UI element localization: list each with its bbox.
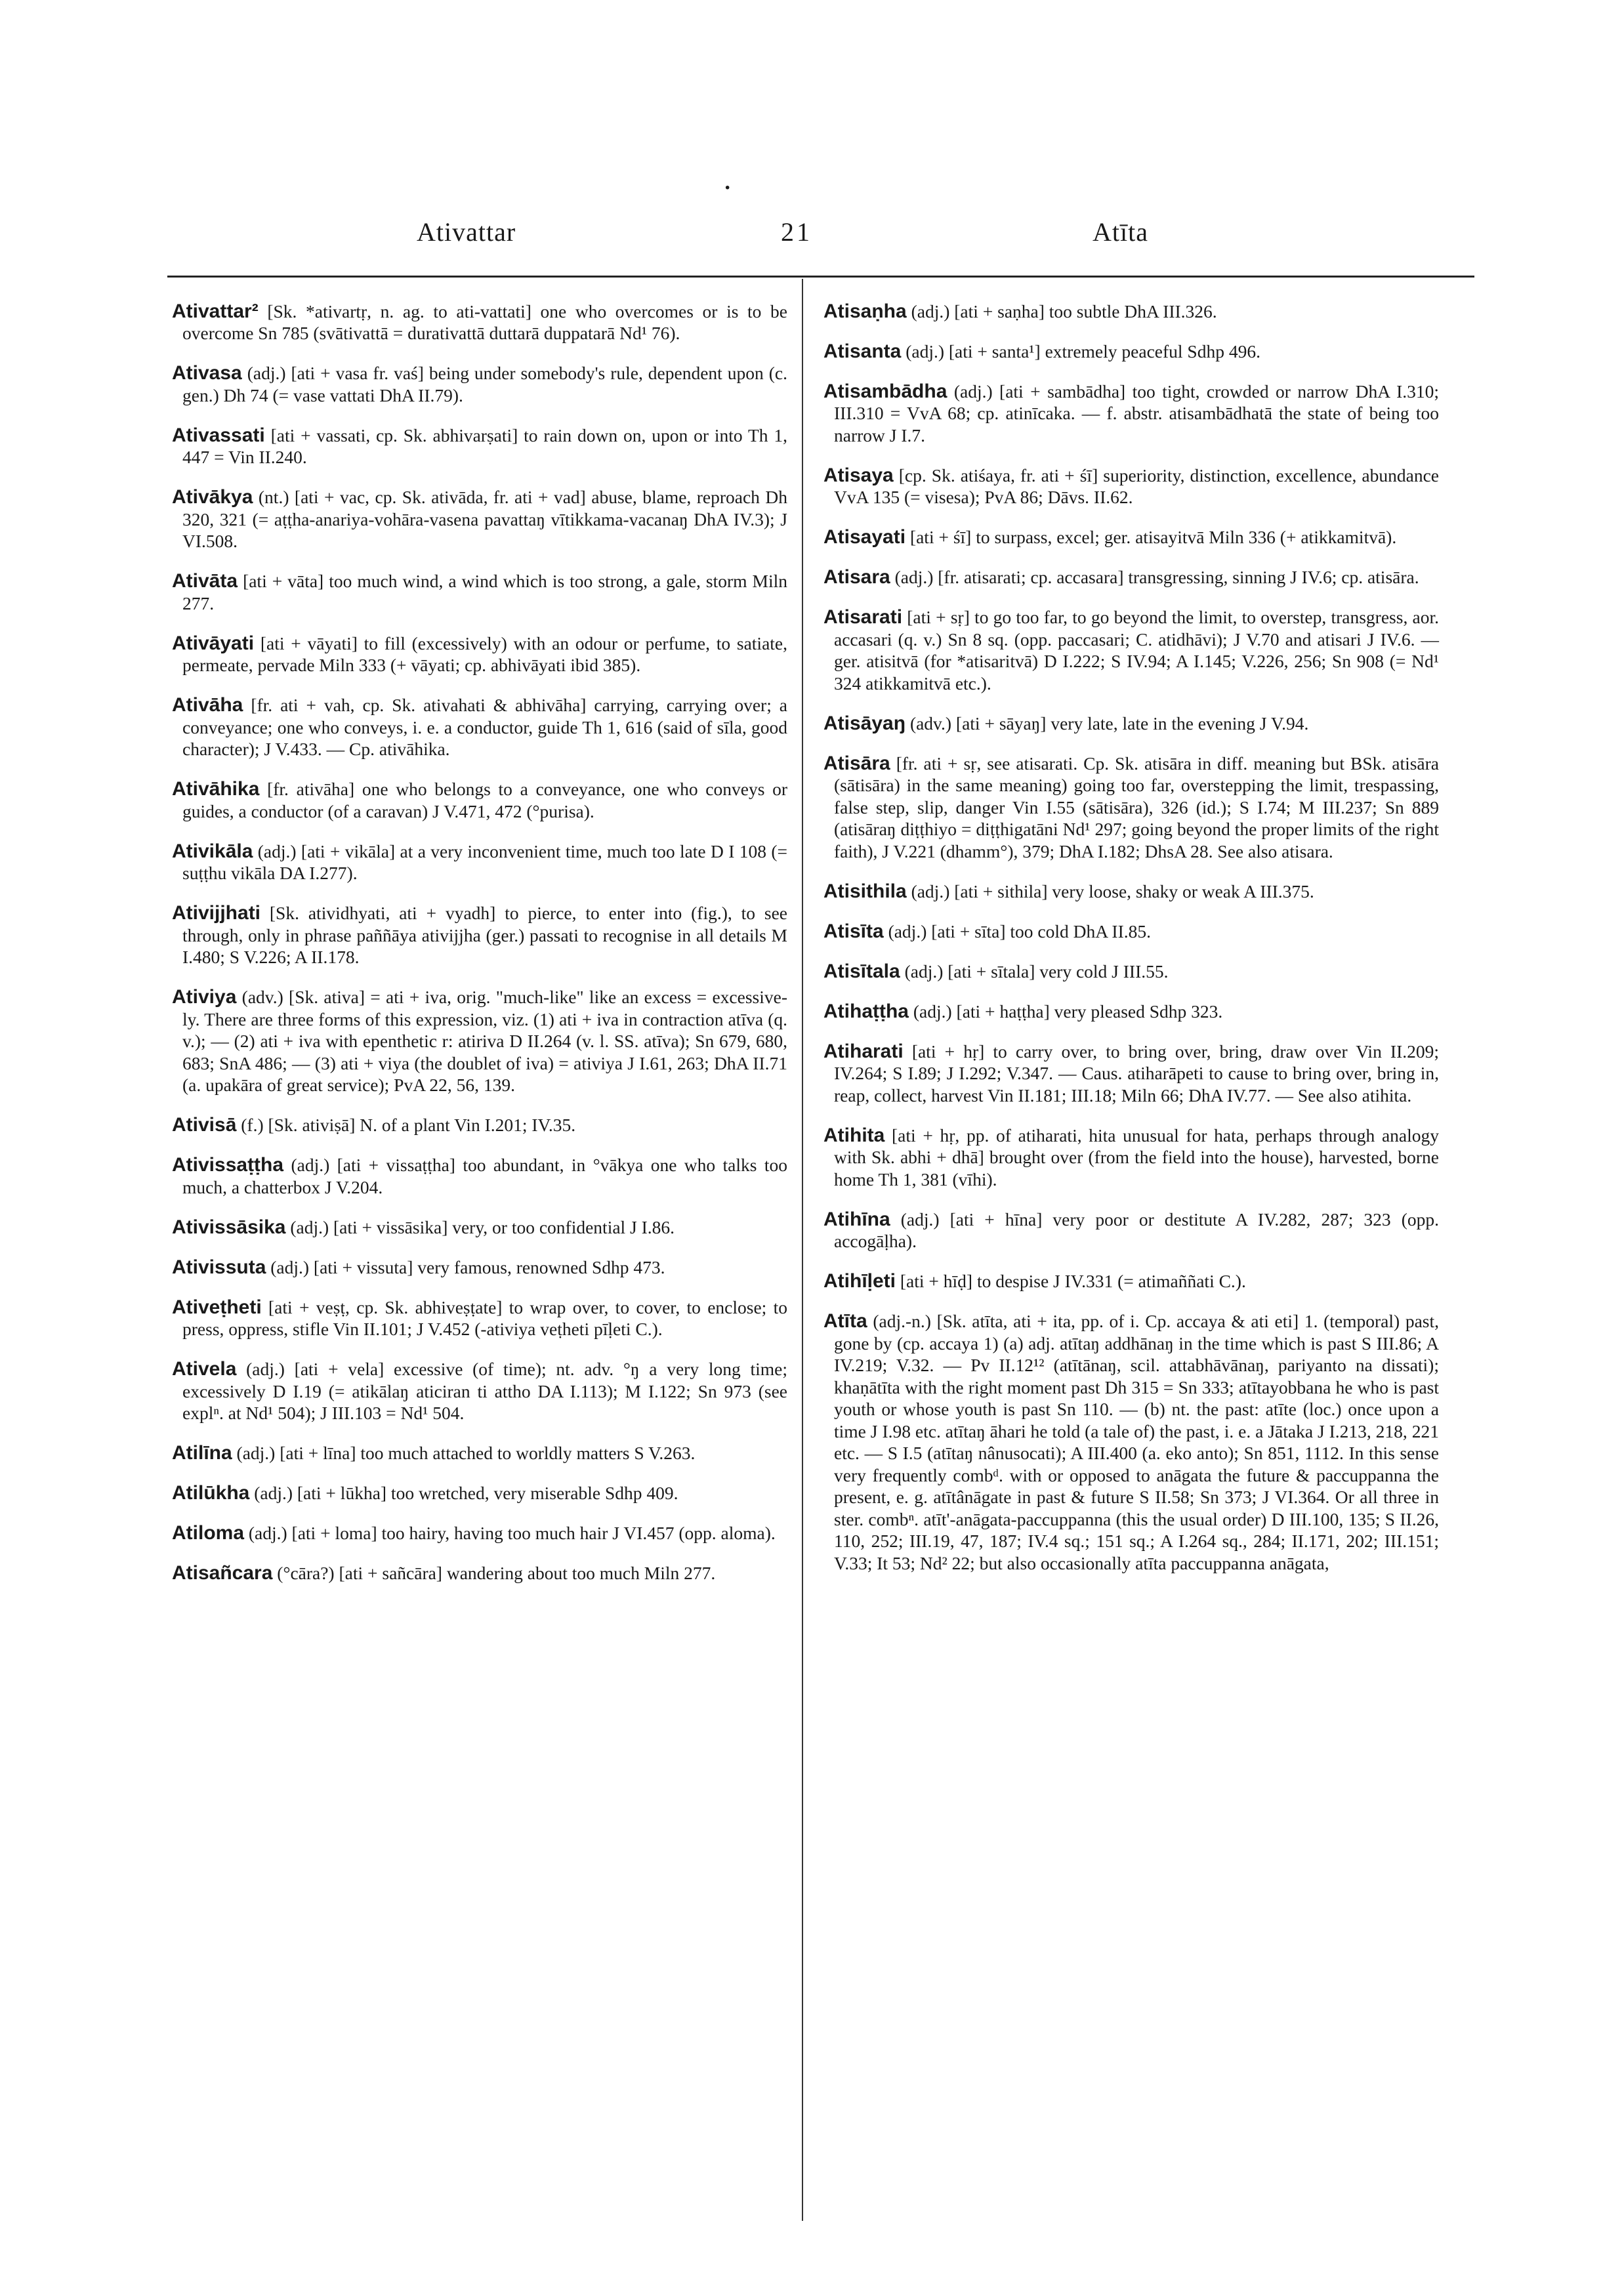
headword: Ativāhika: [172, 778, 260, 800]
dictionary-entry: [172, 1296, 787, 1340]
headword: Atīta: [823, 1310, 867, 1332]
stray-mark: ·: [724, 176, 732, 200]
entry-body: [ati + veṣṭ, cp. Sk. abhiveṣṭate] to wrap over, to cover, to enclose; to press, oppress, stifle Vin II.101; J V.452 (-ativiya veṭheti pīḷeti C.).: [182, 1296, 788, 1339]
dictionary-entry: [823, 1001, 1439, 1023]
headword: Atihita: [823, 1124, 885, 1146]
guide-word-left: Ativattar: [417, 217, 516, 247]
headword: Ativissuta: [172, 1256, 266, 1278]
entry-body: (adj.) [ati + haṭṭha] very pleased Sdhp 323.: [913, 1001, 1223, 1022]
entry-body: (adj.) [ati + vasa fr. vaś] being under somebody's rule, dependent upon (c. gen.) Dh 74 (= vase vattati DhA II.79).: [182, 363, 787, 405]
headword: Ativattar²: [172, 300, 259, 322]
entry-body: (adj.) [ati + vissāsika] very, or too confidential J I.86.: [290, 1216, 675, 1237]
entry-body: [ati + hīḍ] to despise J IV.331 (= atimaññati C.).: [900, 1271, 1246, 1291]
entry-body: [fr. ati + sṛ, see atisarati. Cp. Sk. atisāra in diff. meaning but BSk. atisāra (sātisāra) in the same meaning) going too far, overstepping the limit, trespassing, false step, slip, danger Vin I.55 (sātisāra), 326 (id.); S I.74; M III.237; Sn 889 (atisāraŋ diṭṭhiyo = diṭṭhigatāni Nd¹ 297; going beyond the proper limits of the right faith), J V.221 (dhamm°), 379; DhA I.182; DhsA 28. See also atisara.: [834, 753, 1439, 861]
headword: Ativisā: [172, 1114, 237, 1136]
entry-body: (adj.) [ati + saṇha] too subtle DhA III.326.: [911, 300, 1217, 321]
entry-body: (adj.-n.) [Sk. atīta, ati + ita, pp. of i. Cp. accaya & ati eti] 1. (temporal) past, gone by (cp. accaya 1) (a) adj. atītaŋ addhānaŋ in the time which is past S III.86; A IV.219; V.32. — Pv II.12¹² (atītānaŋ, scil. attabhāvānaŋ, pariyanto na dissati); khaṇātīta with the right moment past Dh 315 = Sn 333; atītayobbana he who is past youth or whose youth is past Sn 110. — (b) nt. the past: atīte (loc.) once upon a time J I.98 etc. atītaŋ āhari he told (a tale of) the past, i. e. a Jātaka J I.213, 218, 221 etc. — S I.5 (atītaŋ nânusocati); A III.400 (a. eko anto); Sn 851, 1112. In this sense very frequently combᵈ. with or opposed to anāgata the future & paccuppanna the present, e. g. atītânāgate in past & future S II.58; Sn 373; J VI.364. Or all three in ster. combⁿ. atīt'-anāgata-paccuppanna (this the usual order) D III.100, 135; S II.26, 110, 252; III.19, 47, 187; IV.4 sq.; 151 sq.; A I.264 sq., 284; II.171, 202; III.151; V.33; It 53; Nd² 22; but also occasionally atīta paccuppanna anāgata,: [834, 1311, 1440, 1573]
entry-body: [fr. ativāha] one who belongs to a conveyance, one who conveys or guides, a conductor (of a caravan) J V.471, 472 (°purisa).: [182, 779, 788, 821]
dictionary-entry: [172, 1154, 787, 1198]
entry-body: (adj.) [ati + loma] too hairy, having too much hair J VI.457 (opp. aloma).: [248, 1523, 776, 1543]
entry-body: (adj.) [ati + vikāla] at a very inconvenient time, much too late D I 108 (= suṭṭhu vikāla DA I.277).: [182, 840, 788, 883]
entry-body: [ati + vāyati] to fill (excessively) with an odour or perfume, to satiate, permeate, pervade Miln 333 (+ vāyati; cp. abhivāyati ibid 385).: [182, 632, 788, 675]
dictionary-entry: [823, 880, 1439, 903]
headword: Ativasa: [172, 362, 242, 384]
entry-body: (adj.) [ati + sambādha] too tight, crowded or narrow DhA I.310; III.310 = VvA 68; cp. atinīcaka. — f. abstr. atisambādhatā the state of being too narrow J I.7.: [834, 381, 1439, 445]
dictionary-entry: [172, 362, 787, 406]
headword: Atisaya: [823, 464, 894, 486]
left-column: [172, 282, 787, 1598]
entry-body: [ati + sṛ] to go too far, to go beyond the limit, to overstep, transgress, aor. accasari (q. v.) Sn 8 sq. (opp. paccasari; C. atidhāvi); J V.70 and atisari J IV.6. — ger. atisitvā (for *atisaritvā) D I.222; S IV.94; A I.145; V.226, 256; Sn 908 (= Nd¹ 324 atikkamitvā etc.).: [834, 607, 1440, 693]
headword: Atisayati: [823, 526, 906, 548]
entry-body: (nt.) [ati + vac, cp. Sk. ativāda, fr. ati + vad] abuse, blame, reproach Dh 320, 321 (= aṭṭha-anariya-vohāra-vasena pavattaŋ vītikkama-vacanaŋ DhA IV.3); J VI.508.: [182, 487, 787, 551]
headword: Atihaṭṭha: [823, 1000, 909, 1022]
entry-body: (adj.) [ati + lūkha] too wretched, very miserable Sdhp 409.: [254, 1483, 678, 1503]
entry-body: [cp. Sk. atiśaya, fr. ati + śī] superiority, distinction, excellence, abundance VvA 135 (= visesa); PvA 86; Dāvs. II.62.: [834, 465, 1440, 507]
headword: Ativāyati: [172, 632, 255, 654]
entry-body: (adj.) [ati + līna] too much attached to worldly matters S V.263.: [236, 1443, 696, 1463]
entry-body: [Sk. *ativartṛ, n. ag. to ati-vattati] one who overcomes or is to be overcome Sn 785 (svātivattā = durativattā duttarā duppatarā Nd¹ 76).: [182, 300, 787, 343]
dictionary-entry: [172, 1442, 787, 1464]
headword: Atiloma: [172, 1522, 245, 1544]
headword: Atisīta: [823, 920, 884, 942]
entry-body: [ati + vassati, cp. Sk. abhivarṣati] to rain down on, upon or into Th 1, 447 = Vin II.240.: [182, 424, 787, 467]
headword: Ativikāla: [172, 840, 253, 862]
dictionary-entry: [172, 1216, 787, 1239]
headword: Ativissaṭṭha: [172, 1154, 284, 1176]
headword: Atiharati: [823, 1040, 904, 1062]
dictionary-entry: [823, 753, 1439, 863]
headword: Atihīna: [823, 1208, 890, 1230]
headword: Atisāra: [823, 752, 890, 774]
entry-body: (adj.) [ati + vissaṭṭha] too abundant, in °vākya one who talks too much, a chatterbox J V.204.: [182, 1155, 787, 1197]
dictionary-entry: [172, 986, 787, 1096]
header-rule: [167, 276, 1474, 278]
entry-body: (adj.) [ati + sītala] very cold J III.55.: [904, 961, 1169, 982]
headword: Atisarati: [823, 606, 903, 628]
dictionary-entry: [172, 300, 787, 344]
dictionary-entry: [823, 1125, 1439, 1191]
dictionary-entry: [823, 566, 1439, 589]
dictionary-entry: [823, 1041, 1439, 1107]
headword: Atisītala: [823, 960, 900, 982]
entry-body: [ati + vāta] too much wind, a wind which is too strong, a gale, storm Miln 277.: [182, 571, 788, 613]
page-number: 21: [781, 217, 812, 247]
dictionary-entry: [172, 424, 787, 468]
dictionary-entry: [823, 381, 1439, 447]
headword: Atisara: [823, 566, 890, 588]
headword: Atisanta: [823, 340, 902, 362]
headword: Atihīḷeti: [823, 1270, 896, 1292]
dictionary-entry: [823, 1270, 1439, 1292]
guide-word-right: Atīta: [1093, 217, 1148, 247]
entry-body: (adj.) [fr. atisarati; cp. accasara] transgressing, sinning J IV.6; cp. atisāra.: [894, 567, 1419, 587]
dictionary-entry: [172, 1482, 787, 1504]
headword: Atilūkha: [172, 1482, 250, 1504]
dictionary-entry: [172, 1114, 787, 1136]
entry-body: (adv.) [ati + sāyaŋ] very late, late in the evening J V.94.: [909, 713, 1309, 734]
headword: Atilīna: [172, 1442, 232, 1464]
headword: Ativela: [172, 1358, 237, 1380]
headword: Ativāta: [172, 570, 238, 592]
headword: Atisāyaŋ: [823, 712, 906, 734]
dictionary-entry: [172, 632, 787, 676]
dictionary-entry: [823, 465, 1439, 508]
entry-body: [fr. ati + vah, cp. Sk. ativahati & abhivāha] carrying, carrying over; a conveyance; one who conveys, i. e. a conductor, guide Th 1, 616 (said of sīla, good character); J V.433. — Cp. ativāhika.: [182, 695, 787, 759]
dictionary-entry: [172, 1562, 787, 1584]
entry-body: (adj.) [ati + santa¹] extremely peaceful Sdhp 496.: [906, 341, 1260, 362]
dictionary-entry: [823, 606, 1439, 694]
entry-body: (f.) [Sk. ativiṣā] N. of a plant Vin I.201; IV.35.: [241, 1115, 576, 1135]
entry-body: (°cāra?) [ati + sañcāra] wandering about too much Miln 277.: [277, 1563, 716, 1583]
dictionary-entry: [823, 526, 1439, 548]
dictionary-entry: [172, 486, 787, 552]
entry-body: (adj.) [ati + sithila] very loose, shaky or weak A III.375.: [911, 880, 1314, 901]
headword: Ativissāsika: [172, 1216, 286, 1238]
entry-body: (adj.) [ati + vissuta] very famous, renowned Sdhp 473.: [270, 1256, 665, 1277]
dictionary-entry: [172, 902, 787, 968]
headword: Ativeṭheti: [172, 1296, 262, 1318]
dictionary-entry: [172, 694, 787, 760]
entry-body: (adj.) [ati + sīta] too cold DhA II.85.: [888, 920, 1151, 941]
headword: Ativassati: [172, 424, 265, 446]
entry-body: (adj.) [ati + hīna] very poor or destitute A IV.282, 287; 323 (opp. accogāḷha).: [834, 1209, 1439, 1251]
entry-body: [ati + śī] to surpass, excel; ger. atisayitvā Miln 336 (+ atikkamitvā).: [909, 527, 1397, 547]
entry-body: [Sk. atividhyati, ati + vyadh] to pierce, to enter into (fig.), to see through, only in phrase paññāya ativijjha (ger.) passati to recognise in all details M I.480; S V.226; A II.178.: [182, 903, 787, 967]
dictionary-entry: [172, 570, 787, 614]
entry-body: [ati + hṛ, pp. of atiharati, hita unusual for hata, perhaps through analogy with Sk. abhi + dhā] brought over (from the field into the house), harvested, borne home Th 1, 381 (vīhi).: [834, 1125, 1439, 1189]
dictionary-entry: [172, 1256, 787, 1279]
entry-body: [ati + hṛ] to carry over, to bring over, bring, draw over Vin II.209; IV.264; S I.89; J I.292; V.347. — Caus. atiharāpeti to cause to bring over, bring in, reap, collect, harvest Vin II.181; III.18; Miln 66; DhA IV.77. — See also atihita.: [834, 1041, 1440, 1106]
headword: Atisithila: [823, 880, 907, 902]
dictionary-entry: [172, 1358, 787, 1424]
dictionary-entry: [823, 961, 1439, 983]
headword: Atisañcara: [172, 1562, 273, 1584]
dictionary-entry: [823, 1209, 1439, 1252]
headword: Ativākya: [172, 486, 253, 508]
dictionary-entry: [823, 341, 1439, 363]
headword: Ativāha: [172, 694, 243, 716]
headword: Atisambādha: [823, 380, 947, 402]
dictionary-entry: [172, 1522, 787, 1544]
entry-body: (adv.) [Sk. ativa] = ati + iva, orig. "much-like" like an excess = excessive-ly. There are three forms of this expression, viz. (1) ati + iva in contraction atīva (q. v.); — (2) ati + iva with epenthetic r: atiriva D II.264 (v. l. SS. atīva); Sn 679, 680, 683; SnA 486; — (3) ati + viya (the doublet of iva) = ativiya J I.61, 263; DhA II.71 (a. upakāra of great service); PvA 22, 56, 139.: [182, 987, 787, 1095]
headword: Ativiya: [172, 986, 237, 1008]
dictionary-entry: [172, 778, 787, 822]
dictionary-entry: [172, 840, 787, 884]
column-divider: [802, 279, 803, 2221]
dictionary-entry: [823, 1310, 1439, 1574]
headword: Atisaṇha: [823, 300, 907, 322]
entry-body: (adj.) [ati + vela] excessive (of time); nt. adv. °ŋ a very long time; excessively D I.19 (= atikālaŋ aticiran ti attho DA I.113); M I.122; Sn 973 (see explⁿ. at Nd¹ 504); J III.103 = Nd¹ 504.: [182, 1359, 787, 1423]
dictionary-entry: [823, 713, 1439, 735]
right-column: [823, 282, 1439, 1587]
headword: Ativijjhati: [172, 902, 261, 924]
dictionary-entry: [823, 300, 1439, 323]
dictionary-entry: [823, 920, 1439, 943]
